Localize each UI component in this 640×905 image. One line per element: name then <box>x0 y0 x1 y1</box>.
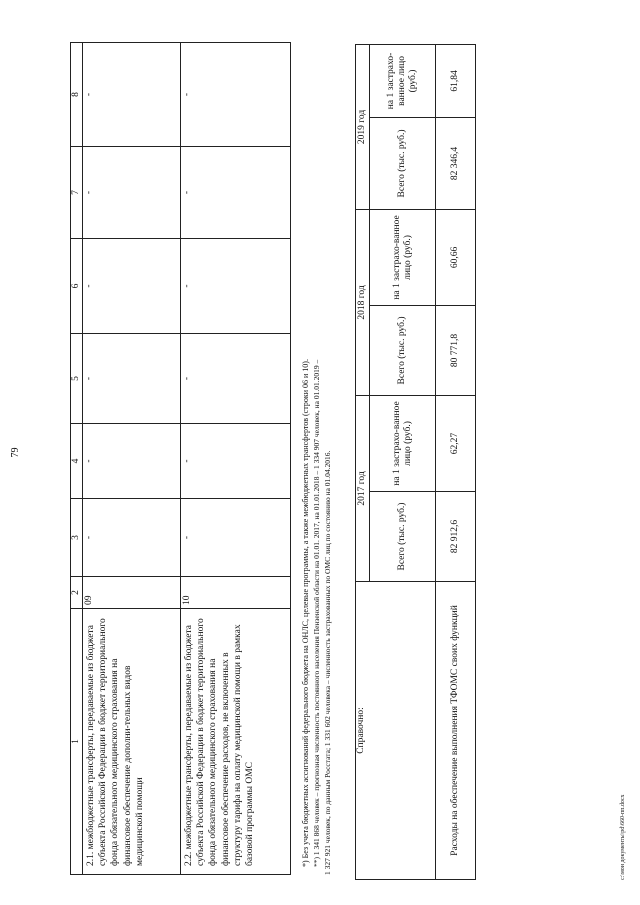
year-header: 2019 год <box>356 44 370 209</box>
table-row <box>436 44 476 879</box>
column-header: 4 <box>71 424 83 499</box>
table-cell: - <box>83 424 181 499</box>
footnote-continuation: 1 327 921 человек, по данным Росстата; 1 331 602 человека – численность застрахованных по ОМС лиц по состоянию на 01.04.2016. <box>323 450 332 875</box>
table-cell: 60,66 <box>436 209 476 305</box>
row-description: 2.1. межбюджетные трансферты, передаваемые из бюджета субъекта Российской Федерации в бюджет территориального фонда обязательного медицинского страхования на финансовое обеспечение дополни-тельных видов медицинской помощи <box>83 609 181 875</box>
column-header: 8 <box>71 43 83 147</box>
footnotes <box>300 55 333 875</box>
table-cell: - <box>83 334 181 424</box>
row-code: 10 <box>181 577 291 609</box>
column-header: 7 <box>71 147 83 239</box>
year-header: 2018 год <box>356 209 370 395</box>
row-description: 2.2. межбюджетные трансферты, передаваемые из бюджета субъекта Российской Федерации в бюджет территориального фонда обязательного медицинского страхования на финансовое обеспечение расходов, не включенных в структуру тарифа на оплату медицинской помощи в рамках базовой программы ОМС <box>181 609 291 875</box>
year-header-row <box>356 44 370 879</box>
reference-table <box>355 44 476 880</box>
subheader-per-person: на 1 застрахо-ванное лицо (руб.) <box>370 44 436 117</box>
column-header: 2 <box>71 577 83 609</box>
file-path-footer: c:\мои документы\pd\660-пп.docx <box>620 794 626 880</box>
table-cell: 80 771,8 <box>436 305 476 395</box>
footnote: *) Без учета бюджетных ассигнований федерального бюджета на ОНЛС, целевые программы, а также межбюджетных трансфертов (строки 06 и 10). <box>301 359 310 867</box>
subheader-total: Всего (тыс. руб.) <box>370 305 436 395</box>
main-table <box>70 42 291 875</box>
subheader-total: Всего (тыс. руб.) <box>370 117 436 209</box>
column-header: 3 <box>71 499 83 577</box>
year-header: 2017 год <box>356 395 370 581</box>
table-cell: - <box>181 43 291 147</box>
table-cell: - <box>181 239 291 334</box>
reference-label: Справочно: <box>356 582 436 880</box>
table-cell: - <box>181 424 291 499</box>
table-cell: - <box>83 239 181 334</box>
footnote: **) 1 341 868 человек – прогнозная численность постоянного населения Пензенской области на 01.01. 2017, на 01.01.2018 – 1 334 907 человек, на 01.01.2019 – <box>312 359 321 867</box>
column-header: 1 <box>71 609 83 875</box>
row-code: 09 <box>83 577 181 609</box>
table-cell: - <box>181 147 291 239</box>
table-row <box>181 43 291 875</box>
table-cell: - <box>83 43 181 147</box>
table-row <box>83 43 181 875</box>
table-cell: - <box>83 147 181 239</box>
table-cell: - <box>181 499 291 577</box>
column-header: 5 <box>71 334 83 424</box>
table-cell: 82 346,4 <box>436 117 476 209</box>
table-cell: - <box>181 334 291 424</box>
table-cell: 61,84 <box>436 44 476 117</box>
table-cell: 62,27 <box>436 395 476 491</box>
column-header: 6 <box>71 239 83 334</box>
table-cell: - <box>83 499 181 577</box>
subheader-per-person: на 1 застрахо-ванное лицо (руб.) <box>370 395 436 491</box>
subheader-per-person: на 1 застрахо-ванное лицо (руб.) <box>370 209 436 305</box>
header-row <box>71 43 83 875</box>
table-cell: 82 912,6 <box>436 492 476 582</box>
row-label: Расходы на обеспечение выполнения ТФОМС своих функций <box>436 582 476 880</box>
subheader-total: Всего (тыс. руб.) <box>370 492 436 582</box>
page-number: 79 <box>10 447 21 458</box>
